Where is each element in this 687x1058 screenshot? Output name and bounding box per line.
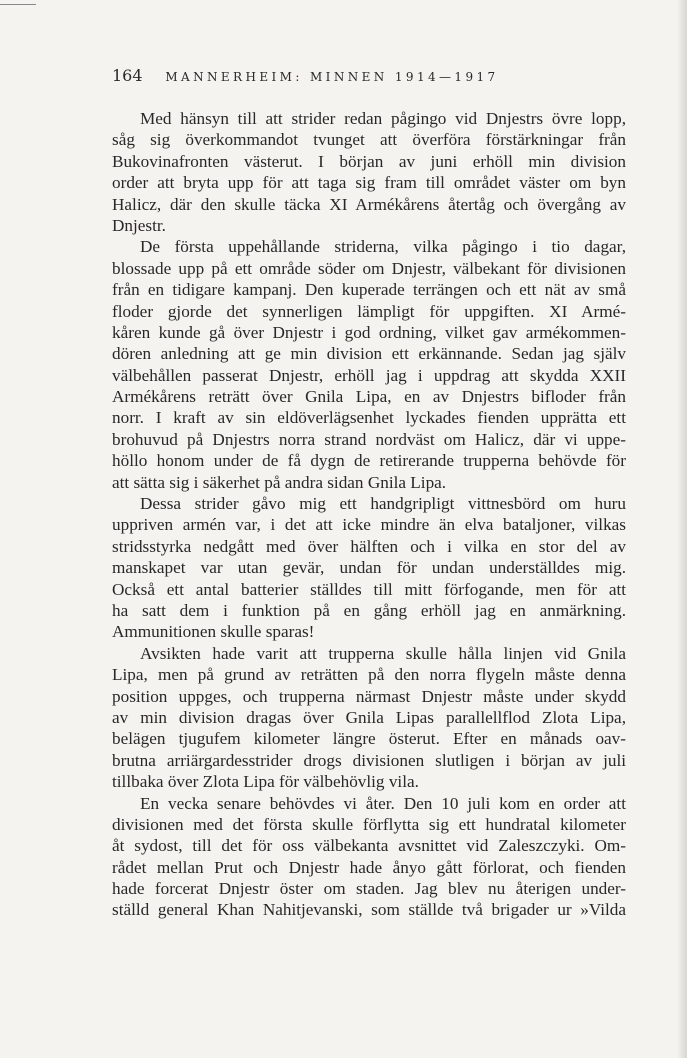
page-edge-mark	[0, 4, 36, 5]
text-line: höllo honom under de få dygn de retirerande trupperna behövde för	[112, 451, 626, 471]
running-title: MANNERHEIM: MINNEN 1914—1917	[165, 70, 499, 84]
text-line: stridsstyrka nedgått med över hälften och i vilka en stor del av	[112, 536, 626, 556]
text-line: Ammunitionen skulle sparas!	[112, 622, 315, 642]
text-line: Armékårens reträtt över Gnila Lipa, en av Dnjestrs bifloder från	[112, 387, 626, 407]
text-line: En vecka senare behövdes vi åter. Den 10 juli kom en order att	[140, 793, 626, 813]
text-line: Lipa, men på grund av reträtten på den norra flygeln måste denna	[112, 665, 626, 685]
text-line: ställd general Khan Nahitjevanski, som ställde två brigader ur »Vilda	[112, 900, 626, 920]
page-header	[112, 66, 582, 90]
text-line: manskapet var utan gevär, undan för undan underställdes mig.	[112, 558, 626, 578]
text-line: floder gjorde det synnerligen lämpligt för uppgiften. XI Armé-	[112, 301, 626, 321]
text-line: kåren kunde gå över Dnjestr i god ordning, vilket gav armékommen-	[112, 322, 626, 342]
text-line: ha satt dem i funktion på en gång erhöll jag en anmärkning.	[112, 600, 626, 620]
text-line: norr. I kraft av sin eldöverlägsenhet lyckades fienden upprätta ett	[112, 408, 626, 428]
text-line: såg sig överkommandot tvunget att överföra förstärkningar från	[112, 130, 626, 150]
text-line: position uppges, och trupperna närmast Dnjestr måste under skydd	[112, 686, 626, 706]
text-line: uppriven armén var, i det att icke mindre än elva bataljoner, vilkas	[112, 515, 626, 535]
text-line: rådet mellan Prut och Dnjestr hade ånyo gått förlorat, och fienden	[112, 857, 626, 877]
text-line: hade forcerat Dnjestr öster om staden. Jag blev nu återigen under-	[112, 879, 626, 899]
text-line: brohuvud på Dnjestrs norra strand nordväst om Halicz, där vi uppe-	[112, 429, 626, 449]
text-line: välbehållen passerat Dnjestr, erhöll jag i uppdrag att skydda XXII	[112, 365, 626, 385]
text-line: Dessa strider gåvo mig ett handgripligt vittnesbörd om huru	[140, 494, 626, 514]
text-line: Med hänsyn till att strider redan pågingo vid Dnjestrs övre lopp,	[140, 109, 626, 128]
text-line: brutna arriärgardesstrider drogs divisionen slutligen i början av juli	[112, 750, 626, 770]
text-line: De första uppehållande striderna, vilka pågingo i tio dagar,	[140, 237, 626, 257]
text-line: blossade upp på ett område söder om Dnjestr, välbekant för divisionen	[112, 258, 626, 278]
text-line: Dnjestr.	[112, 215, 166, 235]
text-line: Halicz, där den skulle täcka XI Armékårens återtåg och övergång av	[112, 194, 626, 214]
text-line: av min division dragas över Gnila Lipas parallellflod Zlota Lipa,	[112, 707, 626, 727]
body-text	[112, 108, 626, 921]
page-gutter-shadow	[677, 0, 687, 1058]
page-number: 164	[112, 66, 143, 85]
text-line: tillbaka över Zlota Lipa för välbehövlig vila.	[112, 772, 419, 792]
text-line: att sätta sig i säkerhet på andra sidan Gnila Lipa.	[112, 472, 447, 492]
text-line: dören anledning att ge min division ett erkännande. Sedan jag själv	[112, 344, 626, 364]
text-line: divisionen med det första skulle förflytta sig ett hundratal kilometer	[112, 814, 626, 834]
text-line: Också ett antal batterier ställdes till mitt förfogande, men för att	[112, 579, 626, 599]
text-line: Bukovinafronten västerut. I början av juni erhöll min division	[112, 151, 626, 171]
text-line: från en tidigare kampanj. Den kuperade terrängen och ett nät av små	[112, 280, 626, 300]
text-line: Avsikten hade varit att trupperna skulle hålla linjen vid Gnila	[140, 643, 626, 663]
text-line: belägen tjugufem kilometer längre österut. Efter en månads oav-	[112, 729, 626, 749]
text-line: åt sydost, till det för oss välbekanta avsnittet vid Zaleszczyki. Om-	[112, 836, 626, 856]
text-line: order att bryta upp för att taga sig fram till området väster om byn	[112, 173, 626, 193]
